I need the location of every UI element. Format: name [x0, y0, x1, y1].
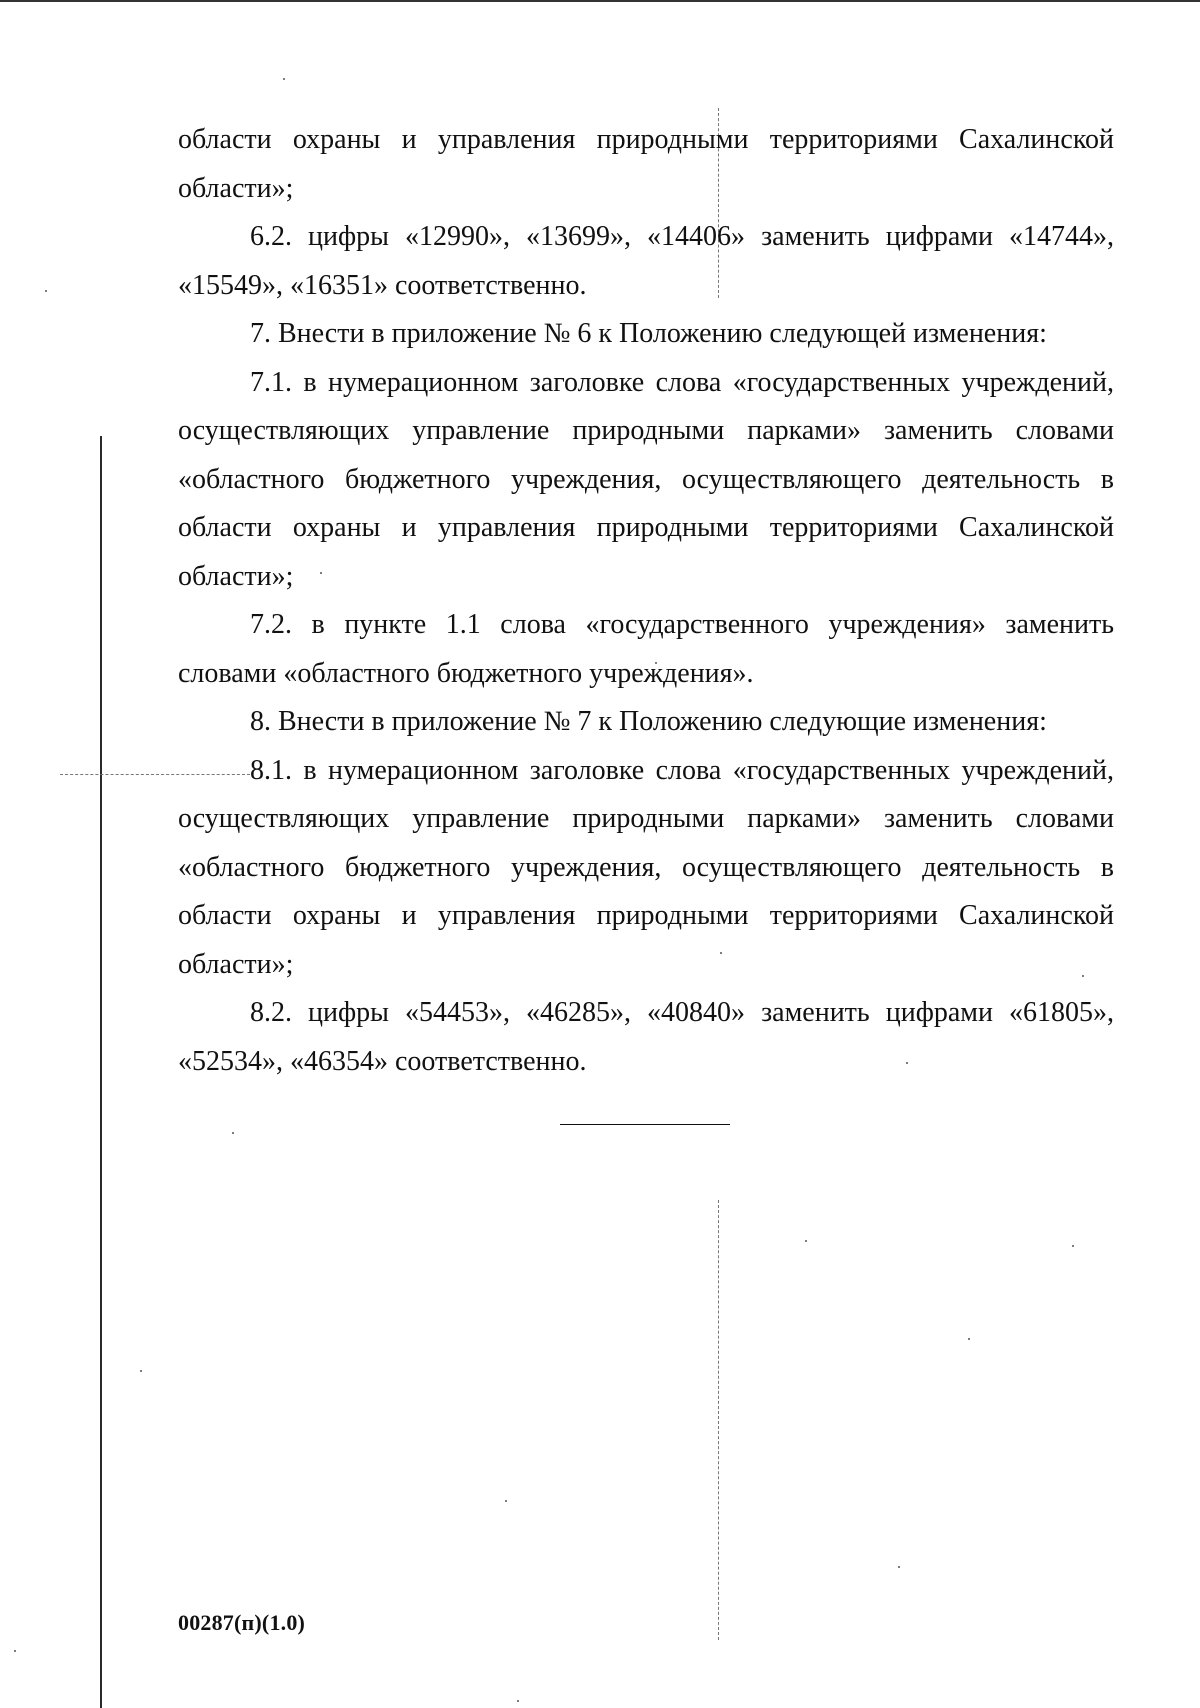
scan-speck	[898, 1566, 900, 1568]
scan-speck	[45, 290, 47, 292]
scan-speck	[505, 1500, 507, 1502]
document-footer-code: 00287(п)(1.0)	[178, 1610, 306, 1635]
scan-speck	[517, 1700, 519, 1702]
scan-speck	[1072, 1245, 1074, 1247]
paragraph-6-2: 6.2. цифры «12990», «13699», «14406» заменить цифрами «14744», «15549», «16351» соответственно.	[178, 221, 1114, 301]
scan-speck	[968, 1338, 970, 1340]
paragraph-7-2: 7.2. в пункте 1.1 слова «государственного учреждения» заменить словами «областного бюджетного учреждения».	[178, 609, 1114, 689]
paragraph-7-1: 7.1. в нумерационном заголовке слова «государственных учреждений, осуществляющих управление природными парками» заменить словами «областного бюджетного учреждения, осуществляющего деятельность в области охраны и управления природными территориями Сахалинской области»;	[178, 366, 1114, 592]
paragraph-7: 7. Внести в приложение № 6 к Положению следующей изменения:	[250, 318, 1047, 349]
scan-speck	[140, 1370, 142, 1372]
document-body	[178, 116, 1114, 1086]
scan-speck	[283, 78, 285, 80]
scan-speck	[232, 1132, 234, 1134]
scan-speck	[14, 1650, 16, 1652]
paragraph-continuation: области охраны и управления природными территориями Сахалинской области»;	[178, 124, 1114, 204]
scan-top-edge-line	[0, 0, 1200, 2]
scan-speck	[805, 1240, 807, 1242]
paragraph-8-2: 8.2. цифры «54453», «46285», «40840» заменить цифрами «61805», «52534», «46354» соответственно.	[178, 997, 1114, 1077]
end-of-text-rule	[560, 1124, 730, 1125]
paragraph-8: 8. Внести в приложение № 7 к Положению следующие изменения:	[250, 706, 1047, 737]
scan-fold-mark-bottom	[718, 1200, 719, 1640]
scan-left-margin-line	[100, 436, 102, 1708]
paragraph-8-1: 8.1. в нумерационном заголовке слова «государственных учреждений, осуществляющих управление природными парками» заменить словами «областного бюджетного учреждения, осуществляющего деятельность в области охраны и управления природными территориями Сахалинской области»;	[178, 754, 1114, 980]
